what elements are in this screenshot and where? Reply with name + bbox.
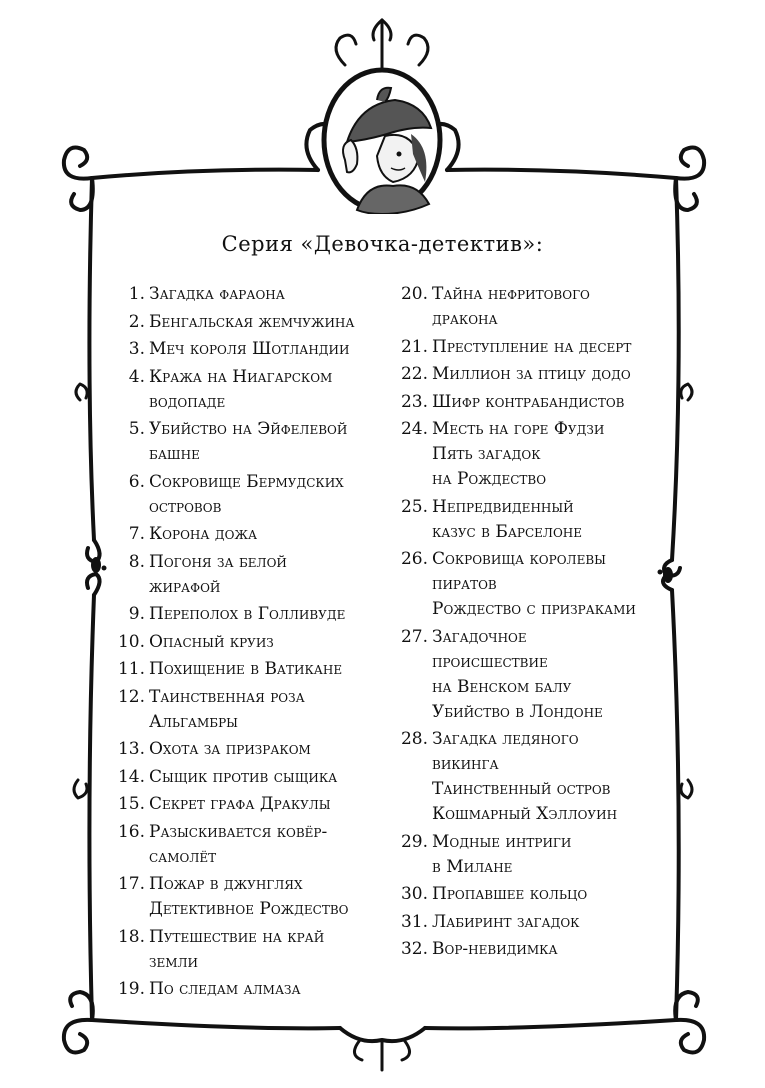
book-title	[428, 362, 665, 387]
book-title	[145, 925, 379, 975]
series-title: Серия «Девочка-детектив»:	[221, 232, 544, 256]
book-number: 6.	[128, 471, 145, 492]
book-item	[114, 550, 379, 600]
book-title-line: дракона	[432, 309, 498, 329]
book-number: 15.	[117, 794, 145, 814]
book-title	[145, 765, 379, 790]
book-title-line: Бенгальская жемчужина	[149, 311, 355, 332]
book-title-line: Убийство на Эйфелевой	[149, 419, 348, 439]
book-number: 21.	[400, 336, 428, 357]
book-title-line: Погоня за белой	[149, 551, 287, 572]
book-number: 29.	[400, 831, 428, 852]
book-title-line: Модные интриги	[432, 831, 572, 852]
book-title-line: Опасный круиз	[149, 631, 274, 652]
book-title-line: казус в Барселоне	[432, 521, 583, 542]
detective-girl-portrait-icon	[307, 64, 457, 214]
book-title	[145, 792, 379, 817]
book-title-line: водопаде	[149, 391, 226, 412]
book-number: 10.	[117, 631, 145, 652]
book-number: 3.	[128, 339, 145, 359]
book-title-line: Пропавшее кольцо	[432, 884, 588, 904]
book-title-line: Охота за призраком	[149, 739, 311, 759]
book-number: 9.	[128, 604, 145, 624]
book-title	[145, 977, 379, 1002]
book-number: 18.	[117, 926, 145, 947]
book-title	[145, 872, 379, 922]
book-item	[390, 830, 665, 880]
book-number: 7.	[128, 524, 145, 544]
book-number: 14.	[117, 766, 145, 787]
book-title-line: Загадочное	[432, 626, 527, 647]
book-title	[145, 310, 379, 335]
book-item	[114, 522, 379, 547]
book-item	[114, 602, 379, 627]
book-title-line: По следам алмаза	[149, 979, 301, 999]
book-item	[390, 882, 665, 907]
book-item	[114, 685, 379, 735]
book-title	[145, 737, 379, 762]
book-number: 32.	[400, 939, 428, 959]
book-title	[428, 335, 665, 360]
book-title-line: происшествие	[432, 651, 548, 672]
book-item	[390, 495, 665, 545]
book-item	[390, 362, 665, 387]
book-title	[145, 602, 379, 627]
book-title	[145, 365, 379, 415]
book-title	[145, 522, 379, 547]
book-item	[114, 417, 379, 467]
book-title-line: Меч короля Шотландии	[149, 339, 350, 359]
book-number: 26.	[400, 549, 428, 569]
book-title	[428, 910, 665, 935]
book-title-line: в Милане	[432, 856, 513, 877]
book-title-line: пиратов	[432, 574, 497, 594]
book-number: 24.	[400, 419, 428, 439]
book-number: 25.	[400, 496, 428, 517]
book-item	[114, 737, 379, 762]
book-number: 30.	[400, 884, 428, 904]
book-title-line: Шифр контрабандистов	[432, 391, 625, 412]
book-title-line: Кража на Ниагарском	[149, 366, 333, 387]
book-number: 19.	[117, 979, 145, 999]
book-title-line: Похищение в Ватикане	[149, 659, 343, 679]
book-title	[145, 550, 379, 600]
book-title-line: жирафой	[149, 576, 221, 597]
book-title	[428, 830, 665, 880]
book-title-line: Месть на горе Фудзи	[432, 419, 605, 439]
book-list-right	[390, 282, 665, 965]
book-title-line: земли	[149, 951, 199, 972]
book-title-line: Пожар в джунглях	[149, 874, 303, 894]
book-number: 31.	[400, 911, 428, 932]
book-title-line: викинга	[432, 754, 499, 774]
book-number: 16.	[117, 821, 145, 842]
book-title-line: Путешествие на край	[149, 926, 325, 947]
book-title-line: Убийство в Лондоне	[432, 701, 603, 722]
book-title-line: Сокровища королевы	[432, 549, 606, 569]
book-title	[428, 390, 665, 415]
book-item	[114, 337, 379, 362]
book-title-line: на Рождество	[432, 469, 547, 489]
book-title	[428, 882, 665, 907]
book-title-line: Таинственная роза	[149, 686, 305, 707]
book-title	[145, 337, 379, 362]
book-list-left	[114, 282, 379, 1005]
book-title-line: Альгамбры	[149, 711, 238, 732]
book-item	[390, 727, 665, 827]
book-title-line: Непредвиденный	[432, 496, 574, 517]
book-item	[114, 365, 379, 415]
book-title-line: Таинственный остров	[432, 779, 611, 799]
book-title-line: Разыскивается ковёр-	[149, 821, 328, 842]
book-title-line: Вор-невидимка	[432, 939, 558, 959]
book-title-line: Загадка фараона	[149, 284, 285, 304]
book-title-line: Пять загадок	[432, 444, 541, 464]
book-item	[390, 335, 665, 360]
book-number: 17.	[117, 874, 145, 894]
book-title	[145, 820, 379, 870]
book-number: 1.	[128, 284, 145, 304]
book-title-line: Корона дожа	[149, 524, 258, 544]
book-title-line: Загадка ледяного	[432, 729, 579, 749]
book-number: 13.	[117, 739, 145, 759]
book-item	[114, 657, 379, 682]
book-title	[428, 727, 665, 827]
book-title-line: башне	[149, 444, 200, 464]
book-title-line: Тайна нефритового	[432, 284, 590, 304]
book-item	[114, 310, 379, 335]
book-item	[114, 872, 379, 922]
book-title-line: Сыщик против сыщика	[149, 766, 338, 787]
book-title	[428, 547, 665, 622]
book-number: 27.	[400, 626, 428, 647]
book-item	[390, 910, 665, 935]
book-title	[145, 470, 379, 520]
book-title	[428, 937, 665, 962]
book-title-line: Кошмарный Хэллоуин	[432, 804, 618, 824]
book-number: 8.	[128, 551, 145, 572]
book-number: 2.	[128, 311, 145, 332]
book-title-line: Переполох в Голливуде	[149, 604, 346, 624]
book-item	[114, 765, 379, 790]
book-title	[428, 417, 665, 492]
book-number: 5.	[128, 419, 145, 439]
book-title	[428, 495, 665, 545]
book-item	[390, 547, 665, 622]
book-title-line: Миллион за птицу додо	[432, 364, 631, 384]
book-number: 4.	[128, 366, 145, 387]
book-item	[114, 630, 379, 655]
book-title-line: Преступление на десерт	[432, 336, 632, 357]
book-title-line: Секрет графа Дракулы	[149, 794, 331, 814]
book-title-line: самолёт	[149, 846, 217, 867]
book-number: 12.	[117, 686, 145, 707]
book-number: 23.	[400, 391, 428, 412]
book-title-line: островов	[149, 496, 222, 517]
book-item	[114, 792, 379, 817]
book-number: 20.	[400, 284, 428, 304]
book-title-line: Лабиринт загадок	[432, 911, 580, 932]
book-title	[145, 685, 379, 735]
book-title	[145, 657, 379, 682]
book-item	[114, 977, 379, 1002]
book-item	[390, 390, 665, 415]
book-title	[145, 417, 379, 467]
book-number: 22.	[400, 364, 428, 384]
book-item	[390, 625, 665, 725]
book-title-line: Сокровище Бермудских	[149, 471, 344, 492]
book-item	[390, 937, 665, 962]
book-item	[390, 282, 665, 332]
book-item	[390, 417, 665, 492]
book-number: 11.	[117, 659, 145, 679]
book-item	[114, 820, 379, 870]
book-number: 28.	[400, 729, 428, 749]
book-title-line: Рождество с призраками	[432, 599, 636, 619]
book-item	[114, 925, 379, 975]
book-title-line: Детективное Рождество	[149, 899, 349, 919]
book-title	[145, 630, 379, 655]
book-title	[428, 282, 665, 332]
book-item	[114, 470, 379, 520]
book-title	[428, 625, 665, 725]
book-title	[145, 282, 379, 307]
book-title-line: на Венском балу	[432, 676, 572, 697]
book-item	[114, 282, 379, 307]
